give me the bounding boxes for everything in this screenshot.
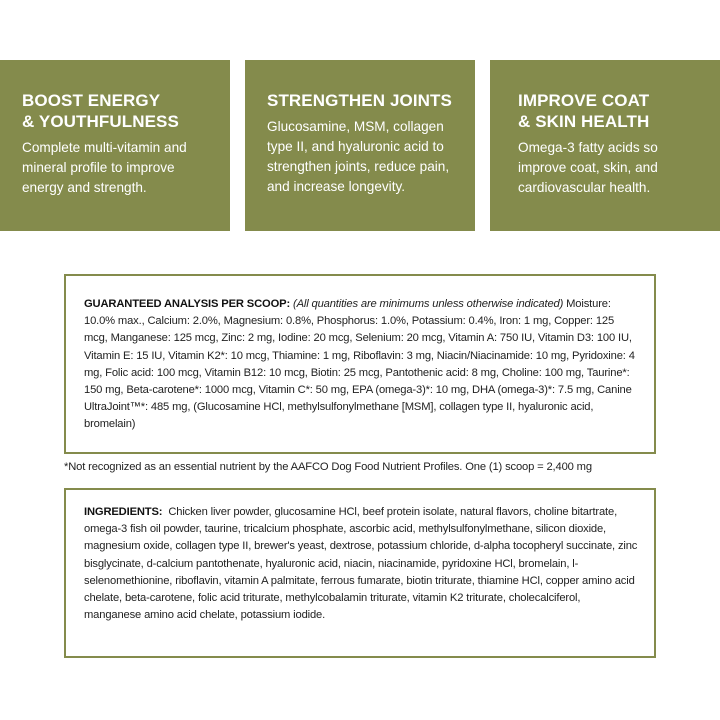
- benefit-panel-energy: [0, 60, 230, 231]
- guaranteed-analysis-text: [84, 296, 638, 434]
- benefit-panel-joints: [245, 60, 475, 231]
- benefit-description: Complete multi-vitamin and mineral profile to improve energy and strength.: [22, 140, 187, 195]
- benefit-title-line1: BOOST ENERGY: [22, 91, 161, 110]
- benefit-title-line1: IMPROVE COAT: [518, 91, 650, 110]
- ingredients-heading: INGREDIENTS:: [84, 506, 163, 518]
- benefit-title-line2: & SKIN HEALTH: [518, 112, 650, 131]
- benefit-description: Glucosamine, MSM, collagen type II, and hyaluronic acid to strengthen joints, reduce pain, and increase longevity.: [267, 119, 450, 194]
- aafco-footnote: *Not recognized as an essential nutrient by the AAFCO Dog Food Nutrient Profiles. One (1) scoop = 2,400 mg: [64, 461, 592, 473]
- analysis-values: Moisture: 10.0% max., Calcium: 2.0%, Magnesium: 0.8%, Phosphorus: 1.0%, Potassium: 0.4%, Iron: 1 mg, Copper: 125 mcg, Manganese: 125 mcg, Zinc: 2 mg, Iodine: 20 mcg, Selenium: 20 mcg, Vitamin A: 750 IU, Vitamin D3: 100 IU, Vitamin E: 15 IU, Vitamin K2*: 10 mcg, Thiamine: 1 mg, Riboflavin: 3 mg, Niacin/Niacinamide: 10 mg, Pyridoxine: 4 mg, Folic acid: 100 mcg, Vitamin B12: 10 mcg, Biotin: 25 mcg, Pantothenic acid: 8 mg, Choline: 100 mg, Taurine*: 150 mg, Beta-carotene*: 1000 mcg, Vitamin C*: 50 mg, EPA (omega-3)*: 10 mg, DHA (omega-3)*: 7.5 mg, Canine UltraJoint™*: 485 mg, (Glucosamine HCl, methylsulfonylmethane [MSM], collagen type II, hyaluronic acid, bromelain): [84, 298, 635, 431]
- ingredients-box: [64, 488, 656, 658]
- benefit-title: [22, 90, 216, 132]
- ingredients-text: [84, 504, 638, 624]
- analysis-heading: GUARANTEED ANALYSIS PER SCOOP:: [84, 298, 291, 310]
- guaranteed-analysis-box: [64, 274, 656, 454]
- analysis-note: (All quantities are minimums unless otherwise indicated): [293, 298, 564, 310]
- ingredients-list: Chicken liver powder, glucosamine HCl, beef protein isolate, natural flavors, choline bitartrate, omega-3 fish oil powder, taurine, tricalcium phosphate, ascorbic acid, methylsulfonylmethane, silicon dioxide, magnesium oxide, collagen type II, brewer's yeast, dextrose, potassium chloride, d-alpha tocopheryl succinate, zinc bisglycinate, d-calcium pantothenate, hyaluronic acid, niacin, niacinamide, pyridoxine HCl, bromelain, l-selenomethionine, riboflavin, vitamin A palmitate, ferrous fumarate, biotin triturate, thiamine HCl, copper amino acid chelate, beta-carotene, folic acid triturate, methylcobalamin triturate, vitamin K2 triturate, cholecalciferol, manganese amino acid chelate, potassium iodide.: [84, 506, 638, 622]
- benefit-panel-coat: [490, 60, 720, 231]
- benefit-description: Omega-3 fatty acids so improve coat, skin, and cardiovascular health.: [518, 140, 658, 195]
- benefit-title: [518, 90, 706, 132]
- benefit-title-line2: & YOUTHFULNESS: [22, 112, 179, 131]
- benefit-title: [267, 90, 461, 111]
- benefit-title-line1: STRENGTHEN JOINTS: [267, 91, 452, 110]
